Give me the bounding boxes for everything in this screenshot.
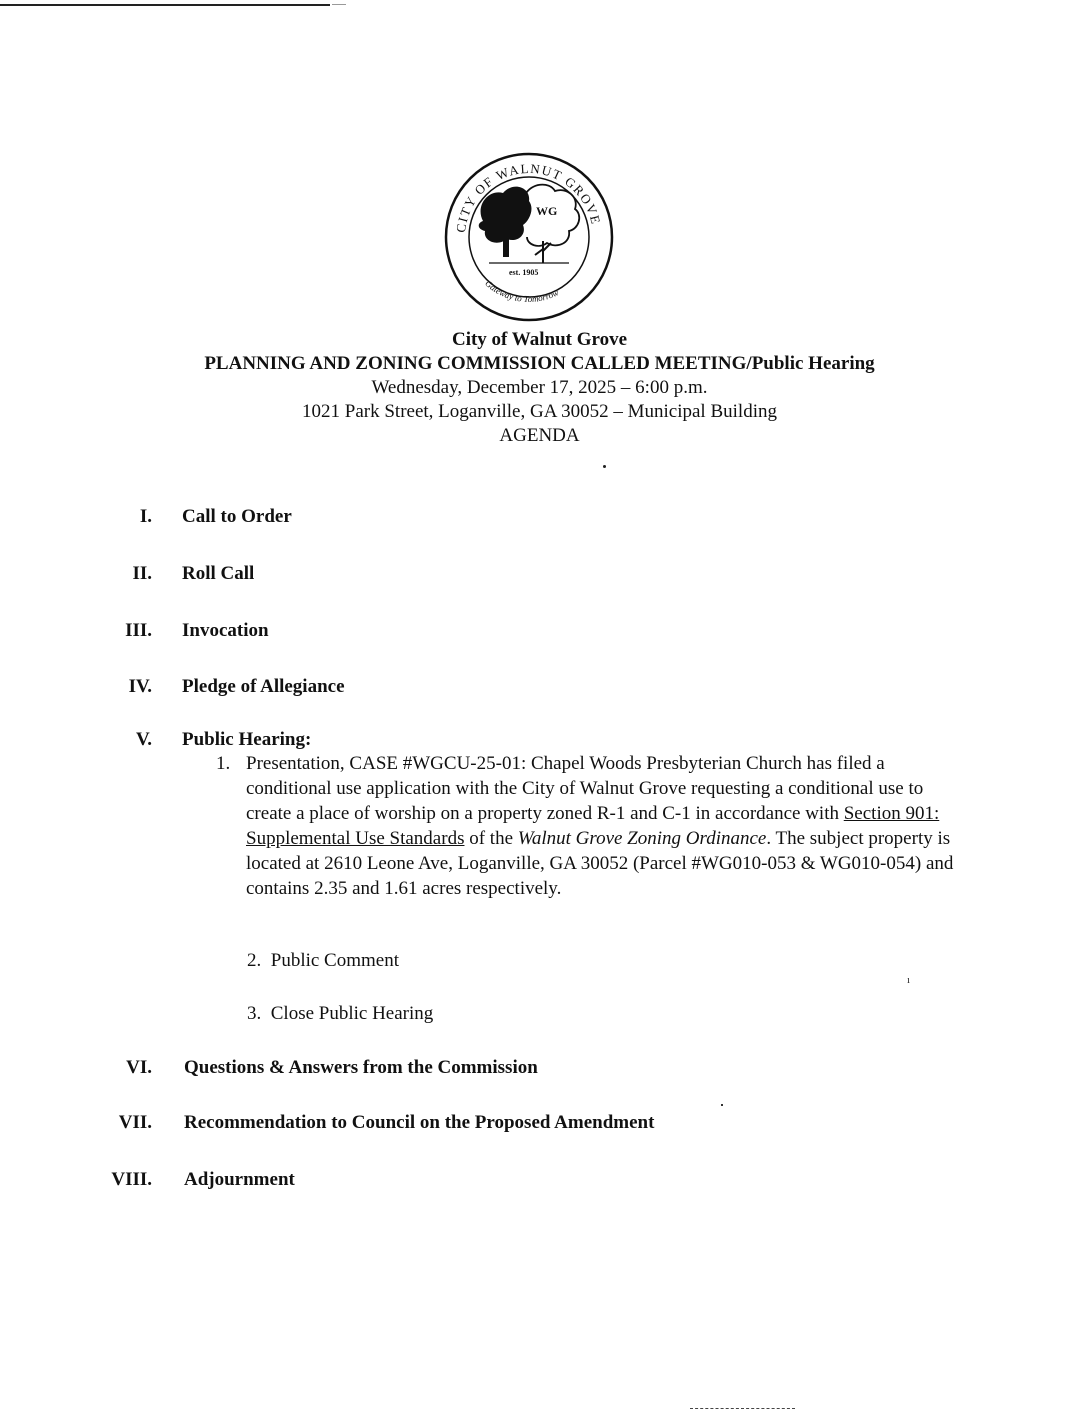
subitem-label: Close Public Hearing [270, 1003, 434, 1024]
subitem-number: 2. [247, 950, 262, 971]
scan-artifact-line [690, 1408, 795, 1410]
section-reference: Section 901: Supplemental Use Standards [246, 803, 940, 849]
item-number: VI. [126, 1057, 152, 1078]
scan-artifact-line [332, 4, 346, 5]
meeting-title: PLANNING AND ZONING COMMISSION CALLED MEETING/Public Hearing [204, 353, 875, 374]
city-name: City of Walnut Grove [451, 329, 628, 350]
agenda-header [0, 328, 1079, 448]
item-label: Roll Call [182, 563, 255, 584]
item-number: V. [135, 729, 152, 750]
item-label: Public Hearing: [182, 729, 312, 750]
case-description: Presentation, CASE #WGCU-25-01: Chapel Woods Presbyterian Church has filed a conditional use application with the City of Walnut Grove requesting a conditional use to create a place of worship on a property zoned R-1 and C-1 in accordance with [246, 753, 924, 824]
subitem-label: Public Comment [270, 950, 399, 971]
item-number: II. [132, 563, 152, 584]
city-seal-logo [443, 151, 615, 323]
meeting-location: 1021 Park Street, Loganville, GA 30052 – Municipal Building [302, 401, 777, 422]
ordinance-title: Walnut Grove Zoning Ordinance [517, 828, 767, 849]
item-label: Invocation [182, 620, 269, 641]
item-label: Recommendation to Council on the Proposed Amendment [184, 1112, 655, 1133]
item-number: VII. [118, 1112, 152, 1133]
agenda-label: AGENDA [499, 425, 580, 446]
item-label: Adjournment [184, 1169, 295, 1190]
case-text: of the [464, 828, 518, 849]
item-number: IV. [128, 676, 152, 697]
subitem-number: 1. [216, 753, 231, 774]
svg-text:Gateway to Tomorrow: Gateway to Tomorrow [483, 278, 561, 305]
public-hearing-subitem-2 [247, 949, 399, 973]
scan-speck [721, 1104, 723, 1106]
item-label: Pledge of Allegiance [182, 676, 345, 697]
city-seal-icon [443, 151, 615, 323]
public-hearing-subitem-3 [247, 1002, 433, 1026]
item-number: VIII. [111, 1169, 152, 1190]
property-description: . The subject property is located at 2610 Leone Ave, Loganville, GA 30052 (Parcel #WG010-053 & WG010-054) and contains 2.35 and 1.61 acres respectively. [246, 828, 954, 899]
svg-text:est. 1905: est. 1905 [509, 268, 539, 277]
svg-text:CITY OF WALNUT GROVE: CITY OF WALNUT GROVE [453, 160, 604, 234]
scan-speck: ı [907, 974, 911, 986]
scan-speck [603, 465, 606, 468]
item-label: Call to Order [182, 506, 292, 527]
meeting-datetime: Wednesday, December 17, 2025 – 6:00 p.m. [371, 377, 708, 398]
svg-text:WG: WG [536, 204, 558, 218]
item-label: Questions & Answers from the Commission [184, 1057, 538, 1078]
subitem-text [246, 751, 956, 901]
item-number: I. [139, 506, 152, 527]
item-number: III. [125, 620, 152, 641]
subitem-number: 3. [247, 1003, 262, 1024]
scan-artifact-line [0, 4, 330, 6]
